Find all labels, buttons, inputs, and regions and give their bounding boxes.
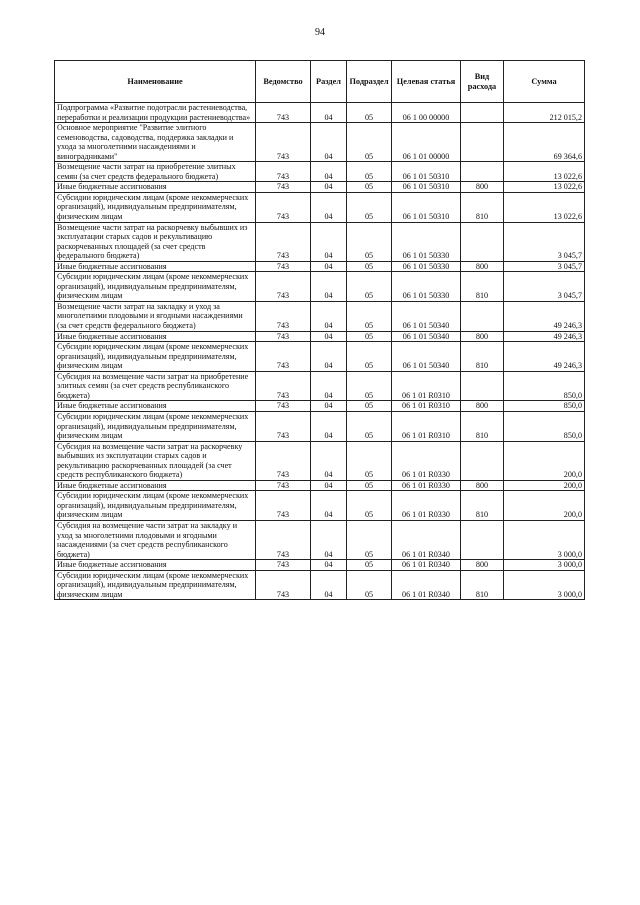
cell-section: 04 <box>311 441 347 480</box>
cell-department: 743 <box>256 162 311 182</box>
cell-target-item: 06 1 01 R0330 <box>392 480 461 491</box>
cell-amount: 850,0 <box>504 411 585 441</box>
cell-subsection: 05 <box>347 411 392 441</box>
table-row <box>55 570 585 600</box>
cell-department: 743 <box>256 570 311 600</box>
cell-section: 04 <box>311 261 347 272</box>
cell-section: 04 <box>311 560 347 571</box>
cell-amount: 69 364,6 <box>504 123 585 162</box>
cell-target-item: 06 1 01 50330 <box>392 272 461 302</box>
cell-expense-type: 810 <box>461 342 504 372</box>
cell-department: 743 <box>256 192 311 222</box>
cell-name: Возмещение части затрат на закладку и уход за многолетними плодовыми и ягодными насаждениями (за счет средств федерального бюджета) <box>55 301 256 331</box>
table-row <box>55 272 585 302</box>
table-row <box>55 441 585 480</box>
cell-amount: 200,0 <box>504 480 585 491</box>
cell-expense-type <box>461 371 504 401</box>
cell-amount: 3 045,7 <box>504 272 585 302</box>
cell-section: 04 <box>311 520 347 559</box>
cell-expense-type: 800 <box>461 480 504 491</box>
cell-amount: 13 022,6 <box>504 192 585 222</box>
cell-expense-type: 810 <box>461 192 504 222</box>
cell-section: 04 <box>311 182 347 193</box>
cell-expense-type: 800 <box>461 401 504 412</box>
cell-section: 04 <box>311 272 347 302</box>
cell-target-item: 06 1 01 50340 <box>392 301 461 331</box>
table-row <box>55 162 585 182</box>
cell-subsection: 05 <box>347 272 392 302</box>
cell-section: 04 <box>311 192 347 222</box>
header-name: Наименование <box>55 61 256 103</box>
cell-amount: 49 246,3 <box>504 331 585 342</box>
cell-department: 743 <box>256 182 311 193</box>
cell-expense-type <box>461 103 504 123</box>
cell-subsection: 05 <box>347 570 392 600</box>
cell-amount: 13 022,6 <box>504 162 585 182</box>
cell-name: Иные бюджетные ассигнования <box>55 480 256 491</box>
cell-department: 743 <box>256 103 311 123</box>
cell-amount: 3 045,7 <box>504 222 585 261</box>
cell-amount: 49 246,3 <box>504 301 585 331</box>
cell-name: Иные бюджетные ассигнования <box>55 401 256 412</box>
table-row <box>55 261 585 272</box>
cell-section: 04 <box>311 411 347 441</box>
cell-department: 743 <box>256 261 311 272</box>
cell-section: 04 <box>311 222 347 261</box>
cell-expense-type <box>461 520 504 559</box>
cell-expense-type <box>461 301 504 331</box>
cell-department: 743 <box>256 342 311 372</box>
cell-subsection: 05 <box>347 401 392 412</box>
table-row <box>55 491 585 521</box>
cell-expense-type: 800 <box>461 261 504 272</box>
cell-amount: 850,0 <box>504 371 585 401</box>
table-row <box>55 103 585 123</box>
cell-section: 04 <box>311 103 347 123</box>
cell-department: 743 <box>256 560 311 571</box>
table-row <box>55 123 585 162</box>
cell-expense-type <box>461 123 504 162</box>
cell-target-item: 06 1 01 50310 <box>392 192 461 222</box>
cell-name: Субсидия на возмещение части затрат на приобретение элитных семян (за счет средств республиканского бюджета) <box>55 371 256 401</box>
cell-subsection: 05 <box>347 441 392 480</box>
cell-name: Субсидия на возмещение части затрат на закладку и уход за многолетними плодовыми и ягодными насаждениями (за счет средств республиканского бюджета) <box>55 520 256 559</box>
cell-name: Иные бюджетные ассигнования <box>55 560 256 571</box>
table-row <box>55 480 585 491</box>
cell-department: 743 <box>256 520 311 559</box>
cell-section: 04 <box>311 162 347 182</box>
cell-department: 743 <box>256 301 311 331</box>
cell-expense-type: 810 <box>461 570 504 600</box>
cell-target-item: 06 1 01 50330 <box>392 222 461 261</box>
table-row <box>55 301 585 331</box>
cell-name: Иные бюджетные ассигнования <box>55 331 256 342</box>
header-section: Раздел <box>311 61 347 103</box>
cell-section: 04 <box>311 331 347 342</box>
cell-subsection: 05 <box>347 222 392 261</box>
cell-subsection: 05 <box>347 162 392 182</box>
cell-section: 04 <box>311 342 347 372</box>
table-row <box>55 411 585 441</box>
cell-target-item: 06 1 01 R0340 <box>392 570 461 600</box>
table-row <box>55 371 585 401</box>
cell-target-item: 06 1 01 00000 <box>392 123 461 162</box>
cell-expense-type <box>461 441 504 480</box>
cell-name: Субсидии юридическим лицам (кроме некоммерческих организаций), индивидуальным предпринимателям, физическим лицам <box>55 192 256 222</box>
cell-subsection: 05 <box>347 331 392 342</box>
cell-name: Иные бюджетные ассигнования <box>55 182 256 193</box>
table-row <box>55 331 585 342</box>
cell-department: 743 <box>256 123 311 162</box>
cell-department: 743 <box>256 411 311 441</box>
header-amount: Сумма <box>504 61 585 103</box>
cell-target-item: 06 1 01 R0340 <box>392 560 461 571</box>
cell-name: Подпрограмма «Развитие подотрасли растениеводства, переработки и реализации продукции растениеводства» <box>55 103 256 123</box>
cell-target-item: 06 1 01 50310 <box>392 182 461 193</box>
cell-amount: 3 000,0 <box>504 560 585 571</box>
cell-target-item: 06 1 01 R0310 <box>392 371 461 401</box>
cell-target-item: 06 1 01 R0330 <box>392 491 461 521</box>
cell-section: 04 <box>311 371 347 401</box>
cell-subsection: 05 <box>347 491 392 521</box>
cell-section: 04 <box>311 123 347 162</box>
page-number: 94 <box>315 27 325 38</box>
table-row <box>55 342 585 372</box>
cell-department: 743 <box>256 222 311 261</box>
cell-target-item: 06 1 01 R0340 <box>392 520 461 559</box>
cell-amount: 3 045,7 <box>504 261 585 272</box>
cell-department: 743 <box>256 272 311 302</box>
cell-target-item: 06 1 01 R0310 <box>392 411 461 441</box>
cell-name: Субсидии юридическим лицам (кроме некоммерческих организаций), индивидуальным предпринимателям, физическим лицам <box>55 491 256 521</box>
cell-name: Основное мероприятие "Развитие элитного семеноводства, садоводства, поддержка закладки и ухода за многолетними насаждениями и виноградниками" <box>55 123 256 162</box>
header-department: Ведомство <box>256 61 311 103</box>
cell-expense-type: 810 <box>461 491 504 521</box>
cell-department: 743 <box>256 441 311 480</box>
cell-name: Субсидии юридическим лицам (кроме некоммерческих организаций), индивидуальным предпринимателям, физическим лицам <box>55 272 256 302</box>
cell-section: 04 <box>311 570 347 600</box>
cell-section: 04 <box>311 401 347 412</box>
cell-subsection: 05 <box>347 182 392 193</box>
cell-department: 743 <box>256 331 311 342</box>
cell-amount: 200,0 <box>504 441 585 480</box>
cell-department: 743 <box>256 401 311 412</box>
table-row <box>55 192 585 222</box>
cell-subsection: 05 <box>347 480 392 491</box>
cell-target-item: 06 1 01 50310 <box>392 162 461 182</box>
cell-amount: 850,0 <box>504 401 585 412</box>
cell-subsection: 05 <box>347 192 392 222</box>
cell-name: Субсидии юридическим лицам (кроме некоммерческих организаций), индивидуальным предпринимателям, физическим лицам <box>55 342 256 372</box>
cell-name: Возмещение части затрат на приобретение элитных семян (за счет средств федерального бюджета) <box>55 162 256 182</box>
cell-subsection: 05 <box>347 371 392 401</box>
cell-amount: 49 246,3 <box>504 342 585 372</box>
table-row <box>55 401 585 412</box>
cell-target-item: 06 1 01 50340 <box>392 342 461 372</box>
cell-subsection: 05 <box>347 123 392 162</box>
cell-target-item: 06 1 01 50340 <box>392 331 461 342</box>
table-row <box>55 222 585 261</box>
cell-target-item: 06 1 01 R0330 <box>392 441 461 480</box>
cell-expense-type: 810 <box>461 411 504 441</box>
header-subsection: Подраздел <box>347 61 392 103</box>
cell-expense-type: 800 <box>461 182 504 193</box>
cell-expense-type: 800 <box>461 331 504 342</box>
cell-subsection: 05 <box>347 103 392 123</box>
cell-section: 04 <box>311 480 347 491</box>
cell-subsection: 05 <box>347 560 392 571</box>
cell-subsection: 05 <box>347 301 392 331</box>
cell-department: 743 <box>256 480 311 491</box>
cell-section: 04 <box>311 301 347 331</box>
cell-department: 743 <box>256 371 311 401</box>
cell-name: Субсидия на возмещение части затрат на раскорчевку выбывших из эксплуатации старых садов и рекультивацию раскорчеванных площадей (за счет средств республиканского бюджета) <box>55 441 256 480</box>
header-target-item: Целевая статья <box>392 61 461 103</box>
cell-amount: 3 000,0 <box>504 570 585 600</box>
cell-target-item: 06 1 01 R0310 <box>392 401 461 412</box>
cell-subsection: 05 <box>347 520 392 559</box>
cell-name: Иные бюджетные ассигнования <box>55 261 256 272</box>
cell-name: Субсидии юридическим лицам (кроме некоммерческих организаций), индивидуальным предпринимателям, физическим лицам <box>55 411 256 441</box>
cell-expense-type: 800 <box>461 560 504 571</box>
table-body <box>55 103 585 600</box>
cell-name: Субсидии юридическим лицам (кроме некоммерческих организаций), индивидуальным предпринимателям, физическим лицам <box>55 570 256 600</box>
cell-name: Возмещение части затрат на раскорчевку выбывших из эксплуатации старых садов и рекультивацию раскорчеванных площадей (за счет средств федерального бюджета) <box>55 222 256 261</box>
cell-expense-type <box>461 222 504 261</box>
cell-subsection: 05 <box>347 261 392 272</box>
cell-amount: 3 000,0 <box>504 520 585 559</box>
cell-expense-type: 810 <box>461 272 504 302</box>
cell-target-item: 06 1 00 00000 <box>392 103 461 123</box>
table-row <box>55 520 585 559</box>
cell-amount: 200,0 <box>504 491 585 521</box>
table-row <box>55 182 585 193</box>
cell-amount: 13 022,6 <box>504 182 585 193</box>
budget-table <box>54 60 585 600</box>
cell-section: 04 <box>311 491 347 521</box>
cell-subsection: 05 <box>347 342 392 372</box>
cell-department: 743 <box>256 491 311 521</box>
cell-expense-type <box>461 162 504 182</box>
table-header-row <box>55 61 585 103</box>
table-row <box>55 560 585 571</box>
cell-amount: 212 015,2 <box>504 103 585 123</box>
cell-target-item: 06 1 01 50330 <box>392 261 461 272</box>
header-expense-type: Вид расхода <box>461 61 504 103</box>
